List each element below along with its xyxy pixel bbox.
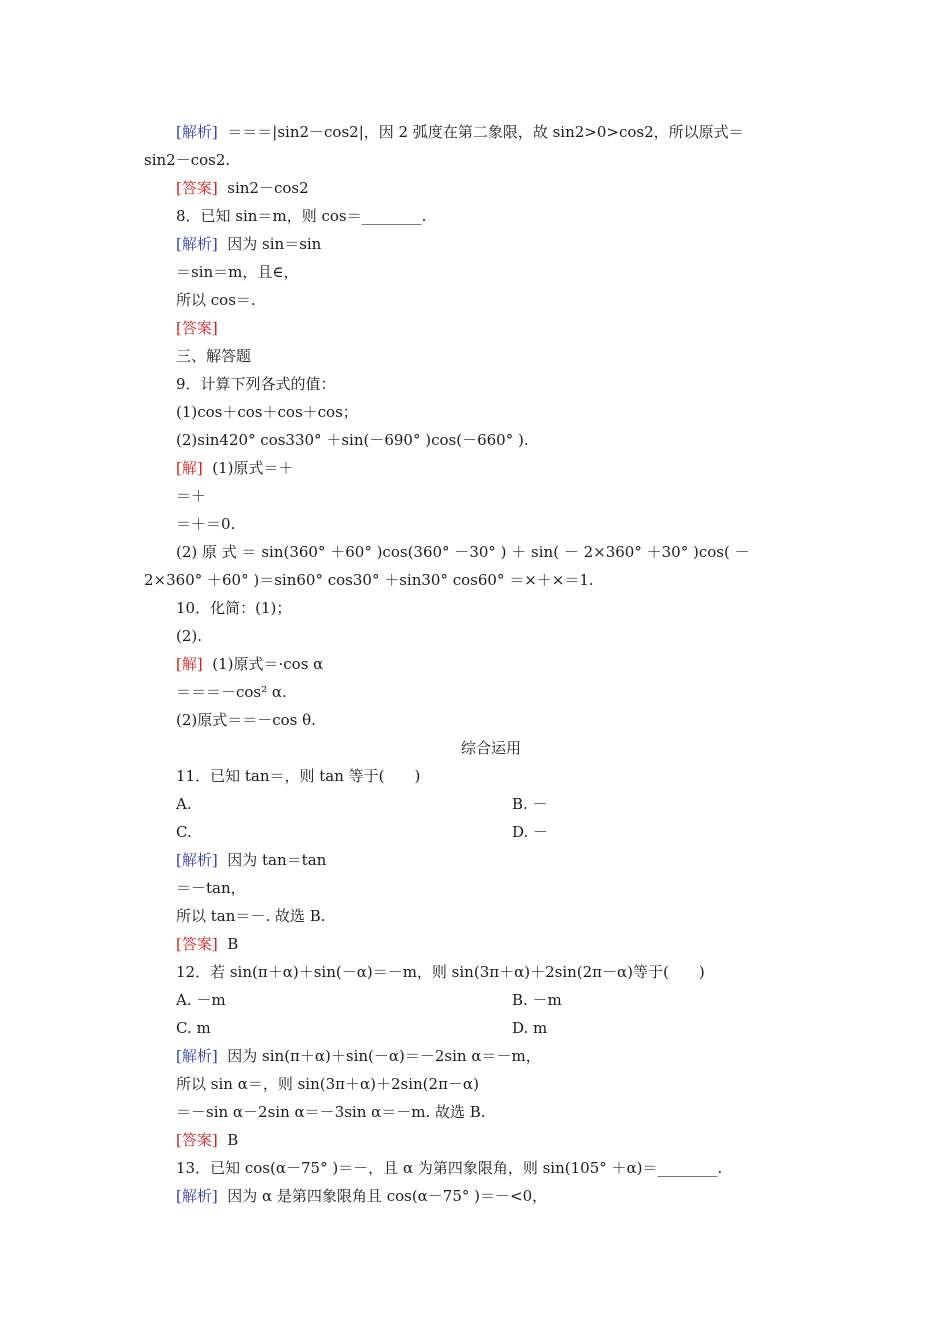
line-text: B. － xyxy=(512,795,548,813)
line-text: (1)原式＝·cos α xyxy=(212,655,324,673)
answer-tag: [答案] xyxy=(176,319,218,337)
line-text: 所以 tan＝－. 故选 B. xyxy=(176,907,326,925)
line-text: (2)原式＝＝－cos θ. xyxy=(176,711,316,729)
line-text: 因为 sin＝sin xyxy=(227,235,322,253)
solution-tag: [解] xyxy=(176,459,203,477)
line-answer-2 xyxy=(176,318,218,338)
line-solution-2 xyxy=(176,654,323,674)
section-heading xyxy=(176,346,251,366)
line-text: ＝sin＝m，且∈， xyxy=(176,263,299,281)
line-text: A. xyxy=(176,795,192,813)
line-text-row xyxy=(176,710,316,730)
line-text: B xyxy=(227,935,239,953)
line-text: ＝＝＝|sin2－cos2|，因 2 弧度在第二象限，故 sin2>0>cos2，所以原式＝ xyxy=(227,123,744,141)
line-text-row xyxy=(176,430,529,450)
line-text: 因为 tan＝tan xyxy=(227,851,327,869)
option-a xyxy=(176,794,192,814)
line-text-row xyxy=(176,542,806,562)
question-8 xyxy=(176,206,426,226)
line-text-row xyxy=(176,514,235,534)
option-b xyxy=(512,794,548,814)
option-a xyxy=(176,990,226,1010)
line-text: D. － xyxy=(512,823,549,841)
line-text-row xyxy=(176,878,246,898)
question-13 xyxy=(176,1158,722,1178)
line-continuation xyxy=(144,150,230,170)
line-text: (1)原式＝＋ xyxy=(212,459,294,477)
line-text: 13．已知 cos(α－75° )＝－，且 α 为第四象限角，则 sin(105° ＋α)＝________. xyxy=(176,1159,723,1177)
line-text-row xyxy=(176,682,287,702)
line-text: 11．已知 tan＝，则 tan 等于( ) xyxy=(176,767,421,785)
option-c xyxy=(176,1018,211,1038)
line-text-row xyxy=(176,290,256,310)
line-text: 综合运用 xyxy=(460,739,521,757)
analysis-tag: [解析] xyxy=(176,123,218,141)
line-text: A. －m xyxy=(176,991,226,1009)
question-9 xyxy=(176,374,336,394)
line-text: ＝＝＝－cos² α. xyxy=(176,683,287,701)
line-text: 所以 sin α＝，则 sin(3π＋α)＋2sin(2π－α) xyxy=(176,1075,479,1093)
line-text-row xyxy=(176,1074,479,1094)
analysis-tag: [解析] xyxy=(176,1187,218,1205)
analysis-tag: [解析] xyxy=(176,851,218,869)
option-c xyxy=(176,822,192,842)
line-text-row xyxy=(176,906,326,926)
line-text-row xyxy=(176,262,298,282)
line-answer-3 xyxy=(176,934,238,954)
line-text: 8．已知 sin＝m，则 cos＝________. xyxy=(176,207,427,225)
line-text: ＝－sin α－2sin α＝－3sin α＝－m. 故选 B. xyxy=(176,1103,486,1121)
line-text: (1)cos＋cos＋cos＋cos； xyxy=(176,403,358,421)
line-answer-4 xyxy=(176,1130,238,1150)
option-d xyxy=(512,822,548,842)
line-text: 10．化简：(1)； xyxy=(176,599,292,617)
line-text: C. xyxy=(176,823,192,841)
line-analysis-4 xyxy=(176,1046,541,1066)
answer-tag: [答案] xyxy=(176,1131,218,1149)
line-text-row xyxy=(176,486,206,506)
line-text: 因为 sin(π＋α)＋sin(－α)＝－2sin α＝－m， xyxy=(227,1047,541,1065)
line-text: 因为 α 是第四象限角且 cos(α－75° )＝－<0， xyxy=(227,1187,548,1205)
line-analysis-3 xyxy=(176,850,326,870)
answer-tag: [答案] xyxy=(176,935,218,953)
line-answer-1 xyxy=(176,178,309,198)
analysis-tag: [解析] xyxy=(176,1047,218,1065)
analysis-tag: [解析] xyxy=(176,235,218,253)
line-text: (2). xyxy=(176,627,203,645)
line-text: ＝＋ xyxy=(176,487,207,505)
line-analysis-2 xyxy=(176,234,321,254)
line-text: 2×360° ＋60° )＝sin60° cos30° ＋sin30° cos60° ＝×＋×＝1. xyxy=(144,571,594,589)
line-text-row xyxy=(176,1102,486,1122)
line-text: ＝＋＝0. xyxy=(176,515,236,533)
question-11 xyxy=(176,766,420,786)
line-text: D. m xyxy=(512,1019,548,1037)
line-text: 9．计算下列各式的值： xyxy=(176,375,336,393)
option-d xyxy=(512,1018,547,1038)
line-text: (2)sin420° cos330° ＋sin(－690° )cos(－660° ). xyxy=(176,431,529,449)
line-text: B xyxy=(227,1131,239,1149)
section-title xyxy=(16,738,950,758)
line-text-row xyxy=(176,626,202,646)
line-text: 三、解答题 xyxy=(176,347,252,365)
line-text: (2) 原 式 ＝ sin(360° ＋60° )cos(360° －30° ) ＋ sin( － 2×360° ＋30° )cos( － xyxy=(176,543,750,561)
solution-tag: [解] xyxy=(176,655,203,673)
line-text: ＝－tan， xyxy=(176,879,246,897)
line-text: sin2－cos2. xyxy=(144,151,231,169)
line-continuation xyxy=(144,570,594,590)
line-solution-1 xyxy=(176,458,294,478)
answer-tag: [答案] xyxy=(176,179,218,197)
option-b xyxy=(512,990,562,1010)
line-text: C. m xyxy=(176,1019,211,1037)
line-text-row xyxy=(176,402,358,422)
question-10 xyxy=(176,598,291,618)
line-analysis-1 xyxy=(176,122,744,142)
line-text: sin2－cos2 xyxy=(227,179,309,197)
line-text: 12．若 sin(π＋α)＋sin(－α)＝－m，则 sin(3π＋α)＋2sin(2π－α)等于( ) xyxy=(176,963,705,981)
line-text: 所以 cos＝. xyxy=(176,291,256,309)
line-analysis-5 xyxy=(176,1186,547,1206)
line-text: B. －m xyxy=(512,991,562,1009)
question-12 xyxy=(176,962,705,982)
